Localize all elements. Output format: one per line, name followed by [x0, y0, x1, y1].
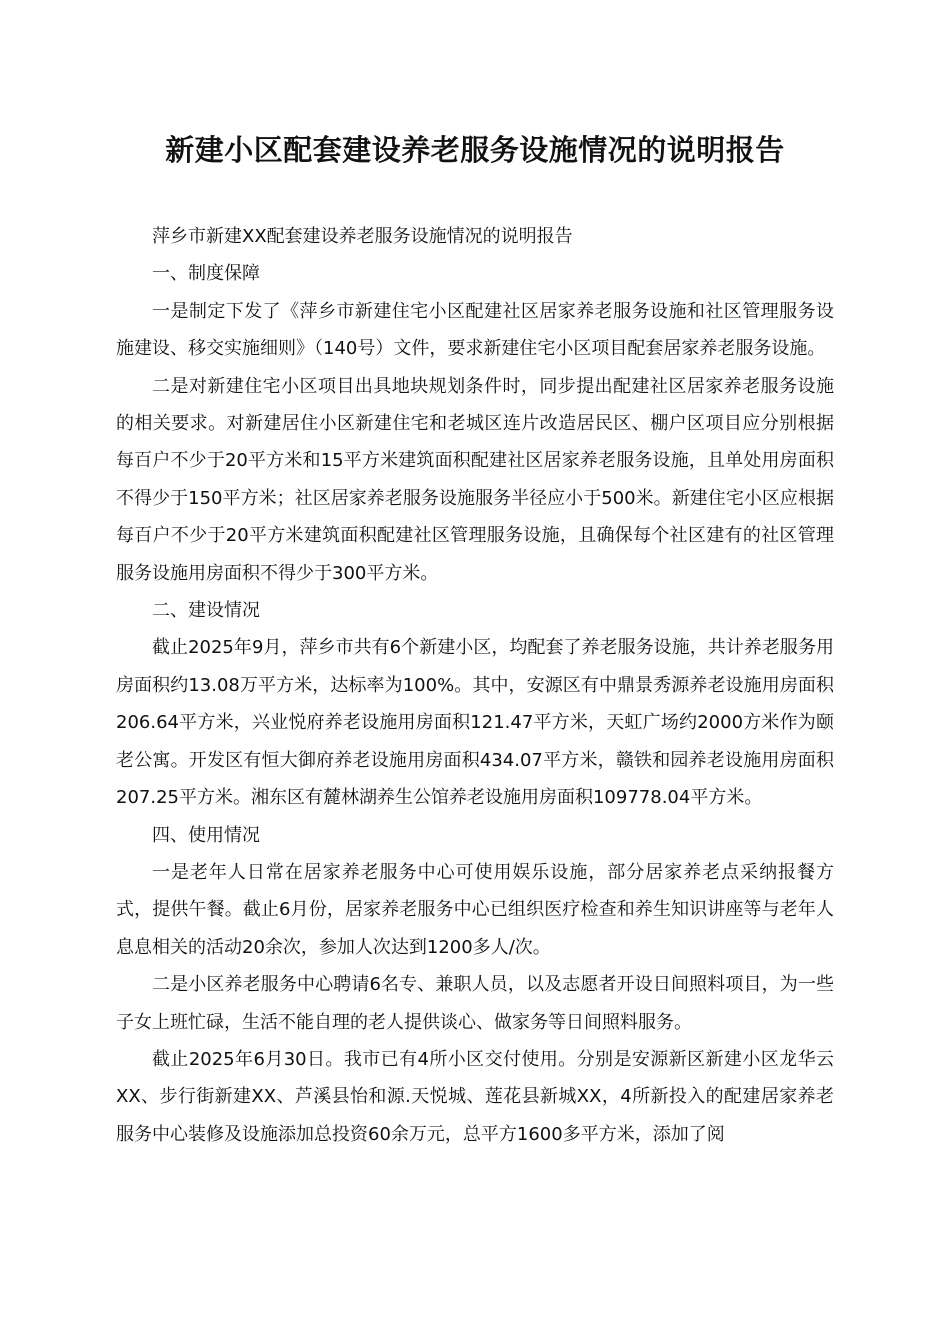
section-heading-1: 一、制度保障	[152, 263, 260, 285]
section-heading-2: 二、建设情况	[152, 600, 260, 622]
report-subtitle: 萍乡市新建XX配套建设养老服务设施情况的说明报告	[152, 226, 573, 247]
paragraph: 一是制定下发了《萍乡市新建住宅小区配建社区居家养老服务设施和社区管理服务设施建设、移交实施细则》（140号）文件，要求新建住宅小区项目配套居家养老服务设施。	[116, 300, 834, 360]
paragraph: 二是小区养老服务中心聘请6名专、兼职人员，以及志愿者开设日间照料项目，为一些子女上班忙碌，生活不能自理的老人提供谈心、做家务等日间照料服务。	[116, 974, 834, 1033]
paragraph: 截止2025年6月30日。我市已有4所小区交付使用。分别是安源新区新建小区龙华云XX、步行街新建XX、芦溪县怡和源.天悦城、莲花县新城XX，4所新投入的配建居家养老服务中心装修及设施添加总投资60余万元，总平方1600多平方米，添加了阅	[116, 1048, 834, 1145]
paragraph: 一是老年人日常在居家养老服务中心可使用娱乐设施，部分居家养老点采纳报餐方式，提供午餐。截止6月份，居家养老服务中心已组织医疗检查和养生知识讲座等与老年人息息相关的活动20余次，参加人次达到1200多人/次。	[116, 861, 834, 958]
paragraph: 截止2025年9月，萍乡市共有6个新建小区，均配套了养老服务设施，共计养老服务用房面积约13.08万平方米，达标率为100%。其中，安源区有中鼎景秀源养老设施用房面积206.64平方米，兴业悦府养老设施用房面积121.47平方米，天虹广场约2000方米作为颐老公寓。开发区有恒大御府养老设施用房面积434.07平方米，赣铁和园养老设施用房面积207.25平方米。湘东区有麓林湖养生公馆养老设施用房面积109778.04平方米。	[116, 637, 834, 809]
document-title: 新建小区配套建设养老服务设施情况的说明报告	[165, 133, 785, 167]
paragraph: 二是对新建住宅小区项目出具地块规划条件时，同步提出配建社区居家养老服务设施的相关要求。对新建居住小区新建住宅和老城区连片改造居民区、棚户区项目应分别根据每百户不少于20平方米和15平方米建筑面积配建社区居家养老服务设施，且单处用房面积不得少于150平方米；社区居家养老服务设施服务半径应小于500米。新建住宅小区应根据每百户不少于20平方米建筑面积配建社区管理服务设施，且确保每个社区建有的社区管理服务设施用房面积不得少于300平方米。	[116, 375, 834, 584]
document-body	[116, 218, 834, 1153]
section-heading-4: 四、使用情况	[152, 824, 260, 846]
